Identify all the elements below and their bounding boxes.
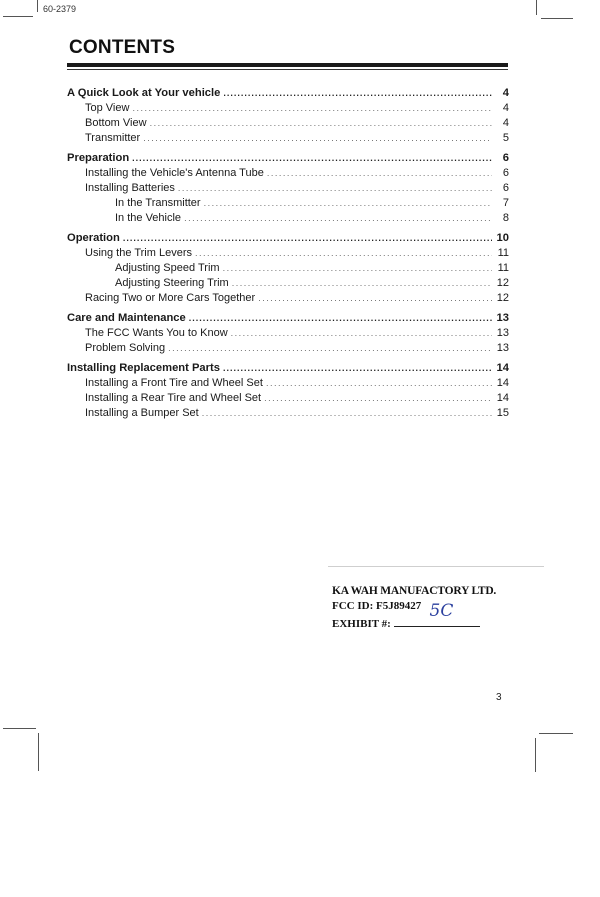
toc-entry-page: 5 xyxy=(502,132,509,144)
toc-entry-label: Adjusting Speed Trim xyxy=(115,262,220,274)
toc-entry-page: 15 xyxy=(496,407,509,419)
toc-section-heading-label: Operation xyxy=(67,232,120,244)
toc-entry-label: In the Transmitter xyxy=(115,197,201,209)
toc-section xyxy=(67,231,509,306)
toc-section xyxy=(67,361,509,421)
dot-leader xyxy=(223,86,492,101)
dot-leader xyxy=(204,196,492,211)
toc-section-heading-label: Installing Replacement Parts xyxy=(67,362,220,374)
toc-entry-label: Adjusting Steering Trim xyxy=(115,277,229,289)
toc-entry-label: Bottom View xyxy=(85,117,147,129)
dot-leader xyxy=(267,166,492,181)
toc-entry-label: In the Vehicle xyxy=(115,212,182,224)
toc-section-heading[interactable] xyxy=(67,231,509,246)
dot-leader xyxy=(258,291,492,306)
toc-section-heading[interactable] xyxy=(67,86,509,101)
toc-entry-label: Transmitter xyxy=(85,132,141,144)
toc-entry[interactable] xyxy=(67,326,509,341)
toc-entry-page: 4 xyxy=(502,102,509,114)
toc-entry-page: 13 xyxy=(496,342,509,354)
toc-section-heading-page: 10 xyxy=(496,232,509,244)
dot-leader xyxy=(123,231,492,246)
crop-mark-bottom-right xyxy=(539,733,573,734)
stamp-divider xyxy=(328,566,544,567)
toc-entry-page: 12 xyxy=(496,277,509,289)
toc-entry[interactable] xyxy=(67,291,509,306)
dot-leader xyxy=(150,116,492,131)
toc-entry-label: Top View xyxy=(85,102,130,114)
toc-section xyxy=(67,86,509,146)
dot-leader xyxy=(223,361,492,376)
stamp-exhibit-label: EXHIBIT #: xyxy=(332,618,391,630)
toc-entry[interactable] xyxy=(67,276,509,291)
toc-section-heading-label: Preparation xyxy=(67,152,130,164)
dot-leader xyxy=(143,131,492,146)
crop-mark-top-right xyxy=(541,18,573,19)
crop-mark-top-right-v xyxy=(536,0,537,15)
toc-entry[interactable] xyxy=(67,391,509,406)
toc-entry-page: 7 xyxy=(502,197,509,209)
toc-entry-page: 14 xyxy=(496,377,509,389)
dot-leader xyxy=(168,341,492,356)
toc-entry-page: 8 xyxy=(502,212,509,224)
toc-entry-label: Installing Batteries xyxy=(85,182,175,194)
toc-entry-page: 6 xyxy=(502,167,509,179)
dot-leader xyxy=(202,406,492,421)
crop-mark-top-left-v xyxy=(37,0,38,12)
toc-section-heading-page: 14 xyxy=(496,362,509,374)
toc-entry-page: 11 xyxy=(497,247,509,259)
toc-entry[interactable] xyxy=(67,116,509,131)
dot-leader xyxy=(178,181,492,196)
page-id: 60-2379 xyxy=(43,4,77,14)
toc-entry-page: 11 xyxy=(497,262,509,274)
stamp-exhibit-value: 5C xyxy=(429,601,454,621)
toc-entry-label: The FCC Wants You to Know xyxy=(85,327,228,339)
toc-entry-page: 14 xyxy=(496,392,509,404)
toc-entry[interactable] xyxy=(67,181,509,196)
toc-entry-label: Problem Solving xyxy=(85,342,166,354)
crop-mark-bottom-left xyxy=(3,728,36,729)
stamp-company: KA WAH MANUFACTORY LTD. xyxy=(332,585,497,597)
toc-section-heading-page: 4 xyxy=(502,87,509,99)
title-rule xyxy=(67,63,508,67)
dot-leader xyxy=(189,311,492,326)
crop-mark-top-left xyxy=(3,16,33,17)
crop-mark-bottom-left-v xyxy=(38,733,39,771)
page-number: 3 xyxy=(496,692,502,703)
dot-leader xyxy=(266,376,492,391)
toc-entry[interactable] xyxy=(67,166,509,181)
stamp-exhibit-field xyxy=(394,601,480,627)
toc-entry[interactable] xyxy=(67,246,509,261)
toc-entry[interactable] xyxy=(67,341,509,356)
toc-section-heading[interactable] xyxy=(67,151,509,166)
toc-section xyxy=(67,311,509,356)
dot-leader xyxy=(223,261,492,276)
toc-entry[interactable] xyxy=(67,261,509,276)
crop-mark-bottom-right-v xyxy=(535,738,536,772)
toc-entry[interactable] xyxy=(67,406,509,421)
table-of-contents xyxy=(67,86,509,426)
toc-entry-page: 12 xyxy=(496,292,509,304)
toc-entry-label: Installing a Bumper Set xyxy=(85,407,199,419)
toc-entry[interactable] xyxy=(67,376,509,391)
toc-section-heading-label: A Quick Look at Your vehicle xyxy=(67,87,221,99)
toc-section-heading-page: 6 xyxy=(502,152,509,164)
dot-leader xyxy=(264,391,492,406)
toc-entry-page: 6 xyxy=(502,182,509,194)
toc-entry[interactable] xyxy=(67,131,509,146)
title-rule-thin xyxy=(67,69,508,70)
toc-entry-label: Installing a Rear Tire and Wheel Set xyxy=(85,392,262,404)
dot-leader xyxy=(132,101,492,116)
stamp-fcc-id: FCC ID: F5J89427 xyxy=(332,600,422,612)
dot-leader xyxy=(132,151,492,166)
toc-section-heading-page: 13 xyxy=(496,312,509,324)
toc-entry-label: Using the Trim Levers xyxy=(85,247,192,259)
toc-section-heading[interactable] xyxy=(67,361,509,376)
toc-entry-label: Racing Two or More Cars Together xyxy=(85,292,256,304)
toc-entry[interactable] xyxy=(67,196,509,211)
toc-entry-label: Installing a Front Tire and Wheel Set xyxy=(85,377,263,389)
toc-entry-page: 13 xyxy=(496,327,509,339)
toc-entry[interactable] xyxy=(67,211,509,226)
toc-entry-page: 4 xyxy=(502,117,509,129)
dot-leader xyxy=(195,246,492,261)
toc-section xyxy=(67,151,509,226)
toc-section-heading-label: Care and Maintenance xyxy=(67,312,186,324)
fcc-stamp xyxy=(332,584,496,632)
dot-leader xyxy=(231,326,492,341)
toc-entry-label: Installing the Vehicle's Antenna Tube xyxy=(85,167,264,179)
toc-entry[interactable] xyxy=(67,101,509,116)
dot-leader xyxy=(232,276,492,291)
toc-section-heading[interactable] xyxy=(67,311,509,326)
dot-leader xyxy=(184,211,492,226)
page-title: CONTENTS xyxy=(69,37,176,58)
